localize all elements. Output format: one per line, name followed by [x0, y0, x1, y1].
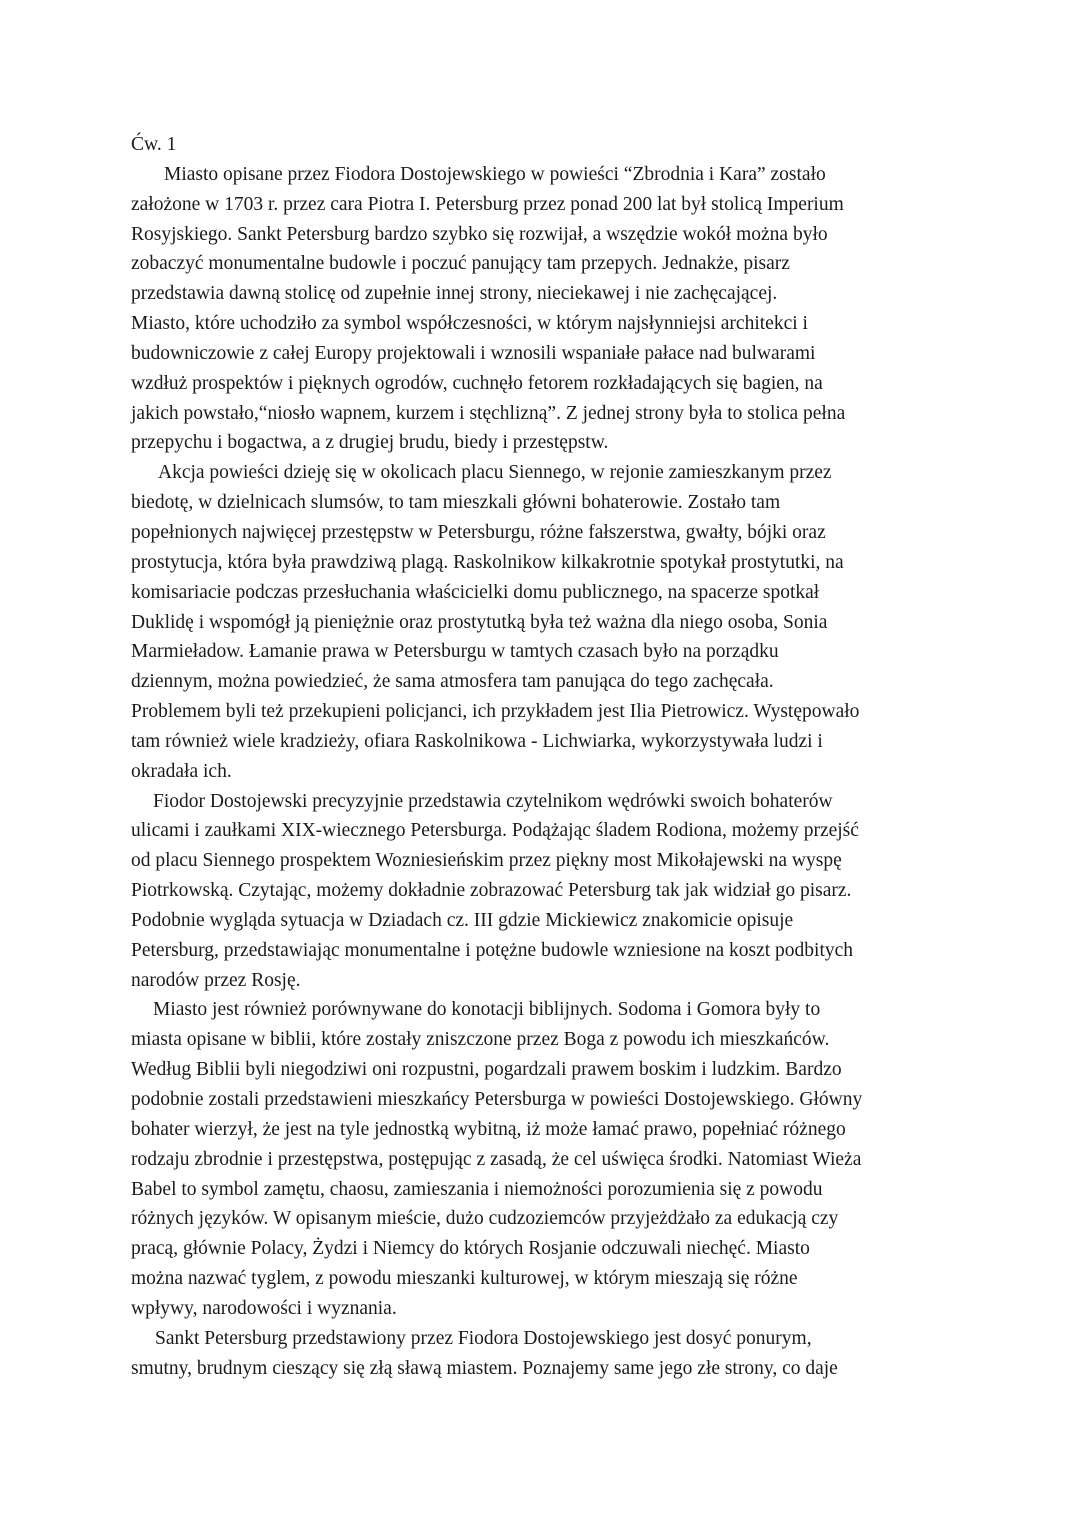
text-line: komisariacie podczas przesłuchania właścicielki domu publicznego, na spacerze spotkał — [131, 581, 820, 603]
text-line: dziennym, można powiedzieć, że sama atmosfera tam panująca do tego zachęcała. — [131, 671, 774, 693]
text-line: smutny, brudnym cieszący się złą sławą miastem. Poznajemy same jego złe strony, co daje — [131, 1357, 838, 1379]
text-line: Akcja powieści dzieję się w okolicach placu Siennego, w rejonie zamieszkanym przez — [158, 462, 832, 484]
text-line: jakich powstało,“niosło wapnem, kurzem i stęchlizną”. Z jednej strony była to stolica pełna — [131, 402, 846, 424]
text-line: przedstawia dawną stolicę od zupełnie innej strony, nieciekawej i nie zachęcającej. — [131, 283, 778, 305]
text-line: popełnionych najwięcej przestępstw w Petersburgu, różne fałszerstwa, gwałty, bójki oraz — [131, 521, 826, 543]
text-line: bohater wierzył, że jest na tyle jednostką wybitną, iż może łamać prawo, popełniać różnego — [131, 1118, 846, 1140]
text-line: założone w 1703 r. przez cara Piotra I. Petersburg przez ponad 200 lat był stolicą Imperium — [131, 193, 844, 215]
text-line: podobnie zostali przedstawieni mieszkańcy Petersburga w powieści Dostojewskiego. Główny — [131, 1089, 863, 1110]
text-line: przepychu i bogactwa, a z drugiej brudu, biedy i przestępstw. — [131, 432, 609, 454]
text-line: biedotę, w dzielnicach slumsów, to tam mieszkali główni bohaterowie. Zostało tam — [131, 492, 781, 514]
text-line: Problemem byli też przekupieni policjanci, ich przykładem jest Ilia Pietrowicz. Występowało — [131, 701, 860, 723]
text-line: narodów przez Rosję. — [131, 969, 301, 991]
text-line: można nazwać tyglem, z powodu mieszanki kulturowej, w którym mieszają się różne — [131, 1268, 798, 1290]
text-line: tam również wiele kradzieży, ofiara Raskolnikowa - Lichwiarka, wykorzystywała ludzi i — [131, 730, 823, 752]
text-line: Marmieładow. Łamanie prawa w Petersburgu w tamtych czasach było na porządku — [131, 641, 779, 663]
text-line: od placu Siennego prospektem Wozniesieńskim przez piękny most Mikołajewski na wyspę — [131, 850, 842, 872]
text-line: Sankt Petersburg przedstawiony przez Fiodora Dostojewskiego jest dosyć ponurym, — [155, 1327, 812, 1349]
text-line: różnych języków. W opisanym mieście, dużo cudzoziemców przyjeżdżało za edukacją czy — [131, 1208, 839, 1230]
text-line: rodzaju zbrodnie i przestępstwa, postępując z zasadą, że cel uświęca środki. Natomiast Wieża — [131, 1148, 862, 1170]
text-line: pracą, głównie Polacy, Żydzi i Niemcy do których Rosjanie odczuwali niechęć. Miasto — [131, 1238, 810, 1260]
text-line: okradała ich. — [131, 760, 232, 782]
text-line: Według Biblii byli niegodziwi oni rozpustni, pogardzali prawem boskim i ludzkim. Bardzo — [131, 1059, 842, 1081]
text-line: budowniczowie z całej Europy projektowali i wznosili wspaniałe pałace nad bulwarami — [131, 342, 816, 364]
text-line: Rosyjskiego. Sankt Petersburg bardzo szybko się rozwijał, a wszędzie wokół można było — [131, 223, 828, 245]
exercise-heading: Ćw. 1 — [131, 134, 177, 155]
text-line: zobaczyć monumentalne budowle i poczuć panujący tam przepych. Jednakże, pisarz — [131, 253, 790, 275]
text-line: Piotrkowską. Czytając, możemy dokładnie zobrazować Petersburg tak jak widział go pisarz. — [131, 880, 852, 902]
text-line: ulicami i zaułkami XIX-wiecznego Petersburga. Podążając śladem Rodiona, możemy przejść — [131, 820, 859, 842]
text-line: wpływy, narodowości i wyznania. — [131, 1297, 397, 1319]
text-line: Podobnie wygląda sytuacja w Dziadach cz. III gdzie Mickiewicz znakomicie opisuje — [131, 909, 794, 931]
text-line: Babel to symbol zamętu, chaosu, zamieszania i niemożności porozumienia się z powodu — [131, 1178, 823, 1200]
text-line: miasta opisane w biblii, które zostały zniszczone przez Boga z powodu ich mieszkańców. — [131, 1029, 830, 1051]
text-line: Miasto, które uchodziło za symbol współczesności, w którym najsłynniejsi architekci i — [131, 313, 808, 335]
text-line: Miasto jest również porównywane do konotacji biblijnych. Sodoma i Gomora były to — [153, 999, 821, 1021]
text-line: Miasto opisane przez Fiodora Dostojewskiego w powieści “Zbrodnia i Kara” zostało — [164, 163, 826, 185]
essay-text — [131, 130, 961, 1383]
text-line: Duklidę i wspomógł ją pieniężnie oraz prostytutką była też ważna dla niego osoba, Sonia — [131, 611, 828, 633]
text-line: prostytucja, która była prawdziwą plagą. Raskolnikow kilkakrotnie spotykał prostytutki, na — [131, 551, 844, 573]
text-line: wzdłuż prospektów i pięknych ogrodów, cuchnęło fetorem rozkładających się bagien, na — [131, 372, 823, 394]
text-line: Fiodor Dostojewski precyzyjnie przedstawia czytelnikom wędrówki swoich bohaterów — [153, 790, 833, 812]
text-line: Petersburg, przedstawiając monumentalne i potężne budowle wzniesione na koszt podbitych — [131, 939, 854, 961]
